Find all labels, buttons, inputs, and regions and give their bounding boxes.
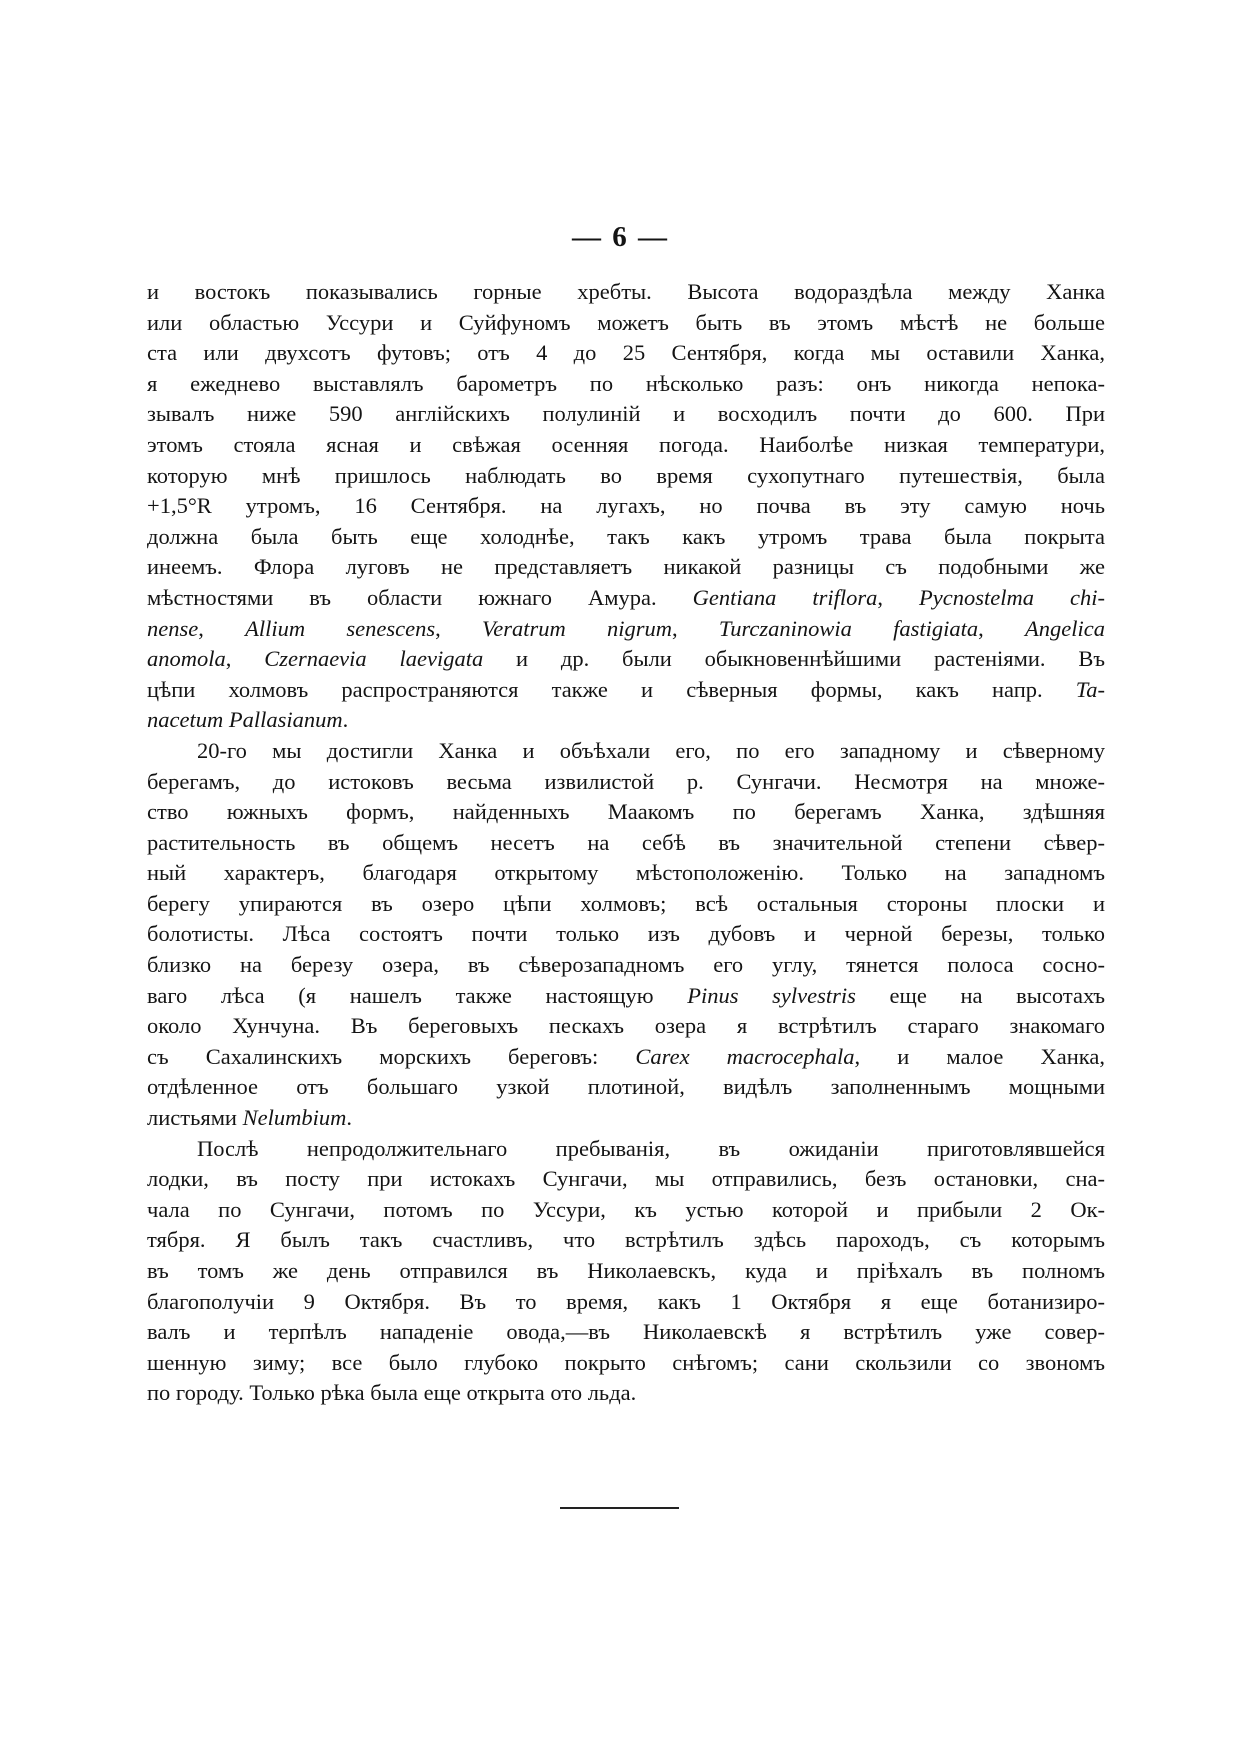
latin-species-name: Angelica (1025, 615, 1106, 641)
text-run: и др. были обыкновеннѣйшими растеніями. Въ (483, 646, 1105, 672)
text-run: отдѣленное отъ большаго узкой плотиной, видѣлъ заполненнымъ мощными (147, 1074, 1105, 1100)
text-run: инеемъ. Флора луговъ не представляетъ никакой разницы съ подобными же (147, 554, 1105, 580)
text-run: въ томъ же день отправился въ Николаевскъ, куда и пріѣхалъ въ полномъ (147, 1258, 1105, 1283)
text-run: . (346, 1105, 352, 1131)
text-line (147, 277, 1105, 308)
text-run: я ежеднево выставлялъ барометръ по нѣсколько разъ: онъ никогда непока- (147, 370, 1105, 396)
text-line (147, 430, 1105, 461)
text-run: , (978, 615, 1026, 641)
text-line (147, 399, 1105, 430)
text-run: Послѣ непродолжительнаго пребыванія, въ ожиданіи приготовлявшейся (197, 1135, 1105, 1161)
text-run: листьями (147, 1105, 243, 1131)
latin-species-name: anomola (147, 646, 226, 672)
text-line (147, 858, 1105, 889)
text-run: съ Сахалинскихъ морскихъ береговъ: (147, 1043, 636, 1069)
latin-species-name: Gentiana triflora (692, 584, 878, 610)
text-run: болотисты. Лѣса состоятъ почти только изъ дубовъ и черной березы, только (147, 921, 1105, 947)
latin-species-name: Pycnostelma chi- (919, 584, 1105, 610)
text-line (147, 1195, 1105, 1226)
text-line (147, 338, 1105, 369)
text-run: или областью Уссури и Суйфуномъ можетъ быть въ этомъ мѣстѣ не больше (147, 309, 1105, 335)
text-run: должна была быть еще холоднѣе, такъ какъ утромъ трава была покрыта (147, 523, 1105, 549)
text-run: шенную зиму; все было глубоко покрыто снѣгомъ; сани скользили со звономъ (147, 1349, 1105, 1375)
text-run: , (672, 615, 719, 641)
text-run: , и малое Ханка, (854, 1043, 1105, 1069)
text-run: валъ и терпѣлъ нападеніе овода,—въ Николаевскѣ я встрѣтилъ уже совер- (147, 1319, 1105, 1345)
text-run: около Хунчуна. Въ береговыхъ пескахъ озера я встрѣтилъ стараго знакомаго (147, 1013, 1105, 1039)
text-line (147, 308, 1105, 339)
text-run: . (342, 707, 349, 733)
text-line (147, 552, 1105, 583)
text-run: +1,5°R утромъ, 16 Сентября. на лугахъ, но почва въ эту самую ночь (147, 493, 1105, 519)
text-line (147, 1317, 1105, 1348)
text-run: берегу упираются въ озеро цѣпи холмовъ; всѣ остальныя стороны плоски и (147, 890, 1105, 916)
text-run: лодки, въ посту при истокахъ Сунгачи, мы отправились, безъ остановки, сна- (147, 1166, 1105, 1192)
text-line (147, 522, 1105, 553)
text-line (147, 369, 1105, 400)
latin-species-name: Ta- (1075, 676, 1105, 702)
text-run: по городу. Только рѣка была еще открыта ото льда. (147, 1380, 637, 1406)
paragraph-1 (147, 277, 1105, 736)
text-line (147, 1348, 1105, 1379)
text-run: ство южныхъ формъ, найденныхъ Маакомъ по берегамъ Ханка, здѣшняя (147, 799, 1105, 825)
text-run: которую мнѣ пришлось наблюдать во время сухопутнаго путешествія, была (147, 462, 1105, 488)
text-line (147, 461, 1105, 492)
text-run: растительность въ общемъ несетъ на себѣ въ значительной степени сѣвер- (147, 829, 1105, 855)
text-run: благополучіи 9 Октября. Въ то время, какъ 1 Октября я еще ботанизиро- (147, 1288, 1105, 1314)
text-run: чала по Сунгачи, потомъ по Уссури, къ устью которой и прибыли 2 Ок- (147, 1196, 1105, 1222)
latin-species-name: Nelumbium (242, 1105, 347, 1131)
text-line (147, 1256, 1105, 1287)
latin-species-name: Pinus sylvestris (687, 982, 856, 1008)
text-line (147, 1134, 1105, 1165)
text-line (147, 1072, 1105, 1103)
text-line (147, 491, 1105, 522)
text-line (147, 1378, 1105, 1409)
text-line (147, 919, 1105, 950)
text-run: зывалъ ниже 590 англійскихъ полулиній и восходилъ почти до 600. При (147, 401, 1105, 427)
body-text (147, 277, 1105, 1409)
text-line (147, 644, 1105, 675)
text-run: , (225, 646, 265, 672)
text-line (147, 1042, 1105, 1073)
text-line (147, 797, 1105, 828)
latin-species-name: Turczaninowia fastigiata (718, 615, 979, 641)
latin-species-name: nacetum Pallasianum (147, 707, 343, 733)
paragraph-2 (147, 736, 1105, 1134)
latin-species-name: Carex macrocephala (635, 1043, 855, 1069)
text-line (147, 705, 1105, 736)
latin-species-name: Veratrum nigrum (482, 615, 673, 641)
text-run: этомъ стояла ясная и свѣжая осенняя погода. Наиболѣе низкая температури, (147, 431, 1105, 457)
text-line (147, 675, 1105, 706)
text-run: тября. Я былъ такъ счастливъ, что встрѣтилъ здѣсь пароходъ, съ которымъ (147, 1227, 1105, 1253)
latin-species-name: Czernaevia laevigata (264, 646, 484, 672)
text-line (147, 828, 1105, 859)
text-line (147, 889, 1105, 920)
text-run: берегамъ, до истоковъ весьма извилистой р. Сунгачи. Несмотря на множе- (147, 768, 1105, 794)
text-run: ста или двухсотъ футовъ; отъ 4 до 25 Сентября, когда мы оставили Ханка, (147, 340, 1105, 366)
text-line (147, 736, 1105, 767)
page-number: — 6 — (572, 221, 669, 253)
text-run: мѣстностями въ области южнаго Амура. (147, 584, 693, 610)
text-line (147, 950, 1105, 981)
text-run: , (435, 615, 482, 641)
text-run: еще на высотахъ (855, 982, 1105, 1008)
text-line (147, 1164, 1105, 1195)
text-run: 20-го мы достигли Ханка и объѣхали его, по его западному и сѣверному (197, 737, 1105, 763)
text-run: , (877, 584, 920, 610)
latin-species-name: nense (147, 615, 199, 641)
text-run: близко на березу озера, въ сѣверозападномъ его углу, тянется полоса сосно- (147, 952, 1105, 978)
text-line (147, 583, 1105, 614)
text-line (147, 981, 1105, 1012)
text-line (147, 614, 1105, 645)
text-run: ваго лѣса (я нашелъ также настоящую (147, 982, 688, 1008)
text-run: цѣпи холмовъ распространяются также и сѣверныя формы, какъ напр. (147, 676, 1076, 702)
closing-rule (560, 1507, 679, 1509)
text-line (147, 1103, 1105, 1134)
text-line (147, 1225, 1105, 1256)
text-run: , (198, 615, 246, 641)
text-line (147, 767, 1105, 798)
text-run: ный характеръ, благодаря открытому мѣстоположенію. Только на западномъ (147, 860, 1105, 886)
paragraph-3 (147, 1134, 1105, 1409)
text-line (147, 1287, 1105, 1318)
latin-species-name: Allium senescens (245, 615, 436, 641)
text-line (147, 1011, 1105, 1042)
text-run: и востокъ показывались горные хребты. Высота водораздѣла между Ханка (147, 279, 1105, 304)
